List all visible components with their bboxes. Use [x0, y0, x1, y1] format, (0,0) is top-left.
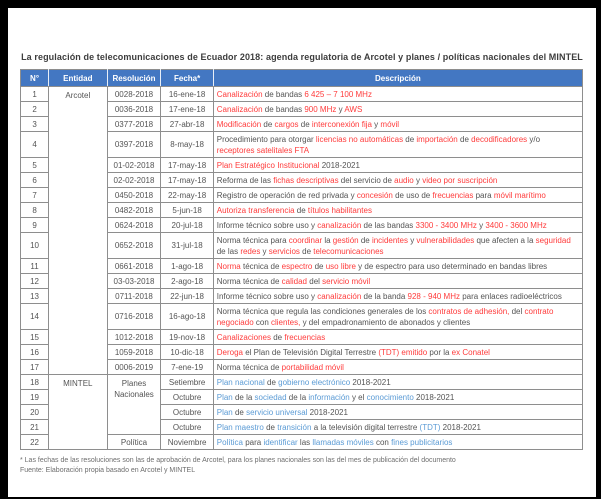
description-text-run: telecomunicaciones [313, 246, 384, 256]
description-text-run: contrato negociado [216, 306, 554, 327]
description-text-run: de [264, 377, 279, 387]
description-text-run: de [232, 407, 247, 417]
cell-fecha: 17-may-18 [161, 158, 213, 173]
description-text-run: 2018-2021 [350, 377, 391, 387]
description-text-run: y [413, 175, 423, 185]
description-text-run: de [263, 422, 278, 432]
description-text-run: el Plan de Televisión Digital Terrestre [242, 347, 379, 357]
description-text-run: de bandas [262, 89, 305, 99]
description-text-run: Norma técnica que regula las condiciones generales de los [216, 306, 429, 316]
footnote-source: Fuente: Elaboración propia basado en Arcotel y MINTEL [20, 466, 196, 474]
cell-fecha: 10-dic-18 [161, 345, 213, 360]
cell-fecha: 22-may-18 [161, 188, 213, 203]
description-text-run: Reforma de las [216, 175, 274, 185]
cell-descripcion [213, 117, 582, 132]
cell-descripcion [213, 259, 582, 274]
description-text-run: servicios [268, 246, 300, 256]
description-text-run: canalización [317, 291, 362, 301]
cell-fecha: 31-jul-18 [161, 233, 213, 259]
cell-number: 22 [21, 435, 49, 450]
description-text-run: servicio móvil [322, 276, 371, 286]
description-text-run: (TDT) emitido [378, 347, 428, 357]
description-text-run: de [271, 332, 285, 342]
cell-descripcion [213, 173, 582, 188]
cell-number: 1 [21, 87, 49, 102]
cell-fecha: 2-ago-18 [161, 274, 213, 289]
description-text-run: y [407, 235, 417, 245]
cell-resolucion: 03-03-2018 [107, 274, 161, 289]
description-text-run: para [473, 190, 494, 200]
description-text-run: contratos de adhesión, [428, 306, 510, 316]
cell-resolucion: 1012-2018 [107, 330, 161, 345]
description-text-run: 900 MHz [304, 104, 337, 114]
cell-number: 20 [21, 405, 49, 420]
description-text-run: móvil [380, 119, 400, 129]
description-text-run: con [253, 317, 271, 327]
description-text-run: de [358, 235, 372, 245]
cell-number: 15 [21, 330, 49, 345]
description-text-run: receptores satelitales FTA [216, 145, 310, 155]
description-text-run: 2018-2021 [319, 160, 360, 170]
description-text-run: de [299, 246, 314, 256]
description-text-run: por la [427, 347, 452, 357]
cell-resolucion: 0397-2018 [107, 132, 161, 158]
description-text-run: de [294, 205, 308, 215]
footnote-dates: * Las fechas de las resoluciones son las de aprobación de Arcotel, para los planes nacionales son las del mes de publicación del documento [20, 457, 456, 464]
cell-fecha: 22-jun-18 [161, 289, 213, 304]
cell-number: 2 [21, 102, 49, 117]
cell-fecha: 20-jul-18 [161, 218, 213, 233]
description-text-run: 3400 - 3600 MHz [485, 220, 547, 230]
cell-number: 16 [21, 345, 49, 360]
cell-descripcion [213, 203, 582, 218]
description-text-run: portabilidad móvil [281, 362, 344, 372]
description-text-run: fines publicitarios [391, 437, 453, 447]
description-text-run: del servicio de [338, 175, 395, 185]
cell-descripcion [213, 218, 582, 233]
description-text-run: 928 - 940 MHz [407, 291, 460, 301]
description-text-run: 6 425 – 7 100 MHz [304, 89, 372, 99]
description-text-run: a la televisión digital terrestre [311, 422, 420, 432]
description-text-run: títulos habilitantes [307, 205, 372, 215]
column-header-resolucion: Resolución [107, 70, 161, 87]
cell-number: 11 [21, 259, 49, 274]
description-text-run: y [371, 119, 381, 129]
description-text-run: 2018-2021 [413, 392, 455, 402]
page-title: La regulación de telecomunicaciones de Ecuador 2018: agenda regulatoria de Arcotel y planes / políticas nacionales del MINTEL [21, 52, 583, 62]
cell-number: 10 [21, 233, 49, 259]
description-text-run: Canalización [216, 104, 263, 114]
description-text-run: calidad [281, 276, 308, 286]
cell-descripcion [213, 405, 582, 420]
cell-resolucion: 0028-2018 [107, 87, 161, 102]
cell-number: 17 [21, 360, 49, 375]
description-text-run: cargos [274, 119, 299, 129]
cell-fecha: Octubre [161, 390, 213, 405]
cell-descripcion [213, 274, 582, 289]
description-text-run: Informe técnico sobre uso y [216, 220, 318, 230]
cell-resolucion: 0652-2018 [107, 233, 161, 259]
description-text-run: que afecten a la [474, 235, 536, 245]
cell-resolucion: 1059-2018 [107, 345, 161, 360]
cell-descripcion [213, 188, 582, 203]
description-text-run: de [298, 119, 312, 129]
cell-descripcion [213, 158, 582, 173]
description-text-run: Informe técnico sobre uso y [216, 291, 318, 301]
description-text-run: información [308, 392, 350, 402]
cell-number: 7 [21, 188, 49, 203]
description-text-run: interconexión fija [311, 119, 372, 129]
cell-number: 8 [21, 203, 49, 218]
cell-resolucion: 0711-2018 [107, 289, 161, 304]
description-text-run: licencias no automáticas [315, 134, 404, 144]
description-text-run: conocimiento [366, 392, 414, 402]
description-text-run: transición [277, 422, 312, 432]
table-header-row [21, 70, 583, 87]
description-text-run: seguridad [535, 235, 571, 245]
description-text-run: fichas descriptivas [273, 175, 339, 185]
description-text-run: Plan [216, 407, 233, 417]
cell-entidad: MINTEL [49, 375, 107, 450]
cell-number: 21 [21, 420, 49, 435]
cell-resolucion: 0716-2018 [107, 304, 161, 330]
description-text-run: Plan Estratégico Institucional [216, 160, 320, 170]
description-text-run: Política [216, 437, 243, 447]
regulation-table [20, 69, 583, 450]
description-text-run: de la [286, 392, 309, 402]
description-text-run: AWS [344, 104, 363, 114]
cell-descripcion [213, 420, 582, 435]
cell-resolucion: 02-02-2018 [107, 173, 161, 188]
description-text-run: de uso de [392, 190, 433, 200]
description-text-run: y el [349, 392, 367, 402]
description-text-run: la [322, 235, 333, 245]
description-text-run: 2018-2021 [440, 422, 481, 432]
cell-fecha: 19-nov-18 [161, 330, 213, 345]
cell-fecha: Setiembre [161, 375, 213, 390]
description-text-run: Modificación [216, 119, 262, 129]
cell-fecha: 16-ene-18 [161, 87, 213, 102]
column-header-descripcion: Descripción [213, 70, 582, 87]
cell-resolucion: 0036-2018 [107, 102, 161, 117]
description-text-run: Plan maestro [216, 422, 264, 432]
description-text-run: de [457, 134, 472, 144]
cell-resolucion: 0377-2018 [107, 117, 161, 132]
description-text-run: de las [216, 246, 241, 256]
cell-number: 6 [21, 173, 49, 188]
cell-number: 3 [21, 117, 49, 132]
cell-resolucion: 0450-2018 [107, 188, 161, 203]
description-text-run: uso libre [325, 261, 356, 271]
description-text-run: importación [416, 134, 458, 144]
description-text-run: audio [394, 175, 414, 185]
description-text-run: video por suscripción [422, 175, 498, 185]
cell-fecha: 17-may-18 [161, 173, 213, 188]
column-header-num: N° [21, 70, 49, 87]
cell-descripcion [213, 304, 582, 330]
document-page [8, 8, 596, 497]
cell-descripcion [213, 102, 582, 117]
description-text-run: de la [232, 392, 255, 402]
description-text-run: las [297, 437, 313, 447]
description-text-run: gestión [332, 235, 359, 245]
cell-fecha: Noviembre [161, 435, 213, 450]
cell-number: 5 [21, 158, 49, 173]
description-text-run: redes [240, 246, 261, 256]
description-text-run: del [307, 276, 323, 286]
description-text-run: canalización [317, 220, 362, 230]
description-text-run: Norma técnica de [216, 362, 282, 372]
cell-fecha: 5-jun-18 [161, 203, 213, 218]
description-text-run: clientes, [271, 317, 301, 327]
description-text-run: Norma técnica de [216, 276, 282, 286]
cell-resolucion: 0482-2018 [107, 203, 161, 218]
cell-fecha: 16-ago-18 [161, 304, 213, 330]
cell-number: 4 [21, 132, 49, 158]
description-text-run: Canalizaciones [216, 332, 271, 342]
cell-resolucion: Política [107, 435, 161, 450]
description-text-run: Norma técnica para [216, 235, 289, 245]
description-text-run: vulnerabilidades [416, 235, 475, 245]
description-text-run: Deroga [216, 347, 243, 357]
cell-number: 9 [21, 218, 49, 233]
cell-descripcion [213, 233, 582, 259]
description-text-run: técnica de [240, 261, 282, 271]
description-text-run: coordinar [288, 235, 323, 245]
cell-descripcion [213, 289, 582, 304]
cell-number: 12 [21, 274, 49, 289]
cell-descripcion [213, 330, 582, 345]
description-text-run: sociedad [254, 392, 287, 402]
cell-descripcion [213, 87, 582, 102]
description-text-run: Registro de operación de red privada y [216, 190, 357, 200]
description-text-run: de [261, 119, 275, 129]
description-text-run: incidentes [371, 235, 408, 245]
cell-resolucion: Planes Nacionales [107, 375, 161, 435]
cell-number: 14 [21, 304, 49, 330]
cell-fecha: Octubre [161, 420, 213, 435]
description-text-run: 2018-2021 [307, 407, 348, 417]
cell-fecha: Octubre [161, 405, 213, 420]
description-text-run: de [312, 261, 326, 271]
cell-resolucion: 0006-2019 [107, 360, 161, 375]
description-text-run: y [336, 104, 345, 114]
cell-descripcion [213, 375, 582, 390]
description-text-run: y de espectro para uso determinado en bandas libres [355, 261, 548, 271]
description-text-run: de las bandas [361, 220, 416, 230]
description-text-run: y del empadronamiento de abonados y clientes [300, 317, 471, 327]
cell-fecha: 8-may-18 [161, 132, 213, 158]
cell-descripcion [213, 360, 582, 375]
description-text-run: ex Conatel [451, 347, 490, 357]
column-header-entidad: Entidad [49, 70, 107, 87]
description-text-run: para [242, 437, 264, 447]
description-text-run: Plan [216, 392, 233, 402]
cell-descripcion [213, 132, 582, 158]
description-text-run: concesión [356, 190, 393, 200]
cell-fecha: 7-ene-19 [161, 360, 213, 375]
description-text-run: de la banda [361, 291, 408, 301]
description-text-run: de [403, 134, 417, 144]
description-text-run: frecuencias [284, 332, 326, 342]
description-text-run: Canalización [216, 89, 263, 99]
cell-resolucion: 0624-2018 [107, 218, 161, 233]
cell-number: 13 [21, 289, 49, 304]
cell-number: 19 [21, 390, 49, 405]
description-text-run: para enlaces radioeléctricos [460, 291, 562, 301]
description-text-run: Procedimiento para otorgar [216, 134, 316, 144]
cell-descripcion [213, 435, 582, 450]
description-text-run: y [260, 246, 269, 256]
footnotes [20, 456, 596, 475]
description-text-run: y [476, 220, 486, 230]
description-text-run: llamadas móviles [312, 437, 374, 447]
description-text-run: decodificadores [471, 134, 528, 144]
description-text-run: con [373, 437, 392, 447]
cell-fecha: 17-ene-18 [161, 102, 213, 117]
description-text-run: identificar [263, 437, 298, 447]
column-header-fecha: Fecha* [161, 70, 213, 87]
description-text-run: Norma [216, 261, 241, 271]
cell-fecha: 1-ago-18 [161, 259, 213, 274]
cell-fecha: 27-abr-18 [161, 117, 213, 132]
cell-number: 18 [21, 375, 49, 390]
cell-resolucion: 01-02-2018 [107, 158, 161, 173]
description-text-run: del [509, 306, 525, 316]
cell-entidad: Arcotel [49, 87, 107, 375]
table-body [21, 87, 583, 450]
cell-descripcion [213, 390, 582, 405]
description-text-run: espectro [281, 261, 313, 271]
description-text-run: Autoriza transferencia [216, 205, 295, 215]
table-row [21, 375, 583, 390]
description-text-run: de bandas [262, 104, 305, 114]
description-text-run: móvil marítimo [493, 190, 546, 200]
description-text-run: gobierno electrónico [278, 377, 351, 387]
cell-descripcion [213, 345, 582, 360]
description-text-run: Plan nacional [216, 377, 265, 387]
description-text-run: y/o [527, 134, 541, 144]
table-row [21, 87, 583, 102]
description-text-run: 3300 - 3400 MHz [415, 220, 477, 230]
description-text-run: frecuencias [432, 190, 474, 200]
cell-resolucion: 0661-2018 [107, 259, 161, 274]
description-text-run: (TDT) [419, 422, 441, 432]
description-text-run: servicio universal [246, 407, 308, 417]
